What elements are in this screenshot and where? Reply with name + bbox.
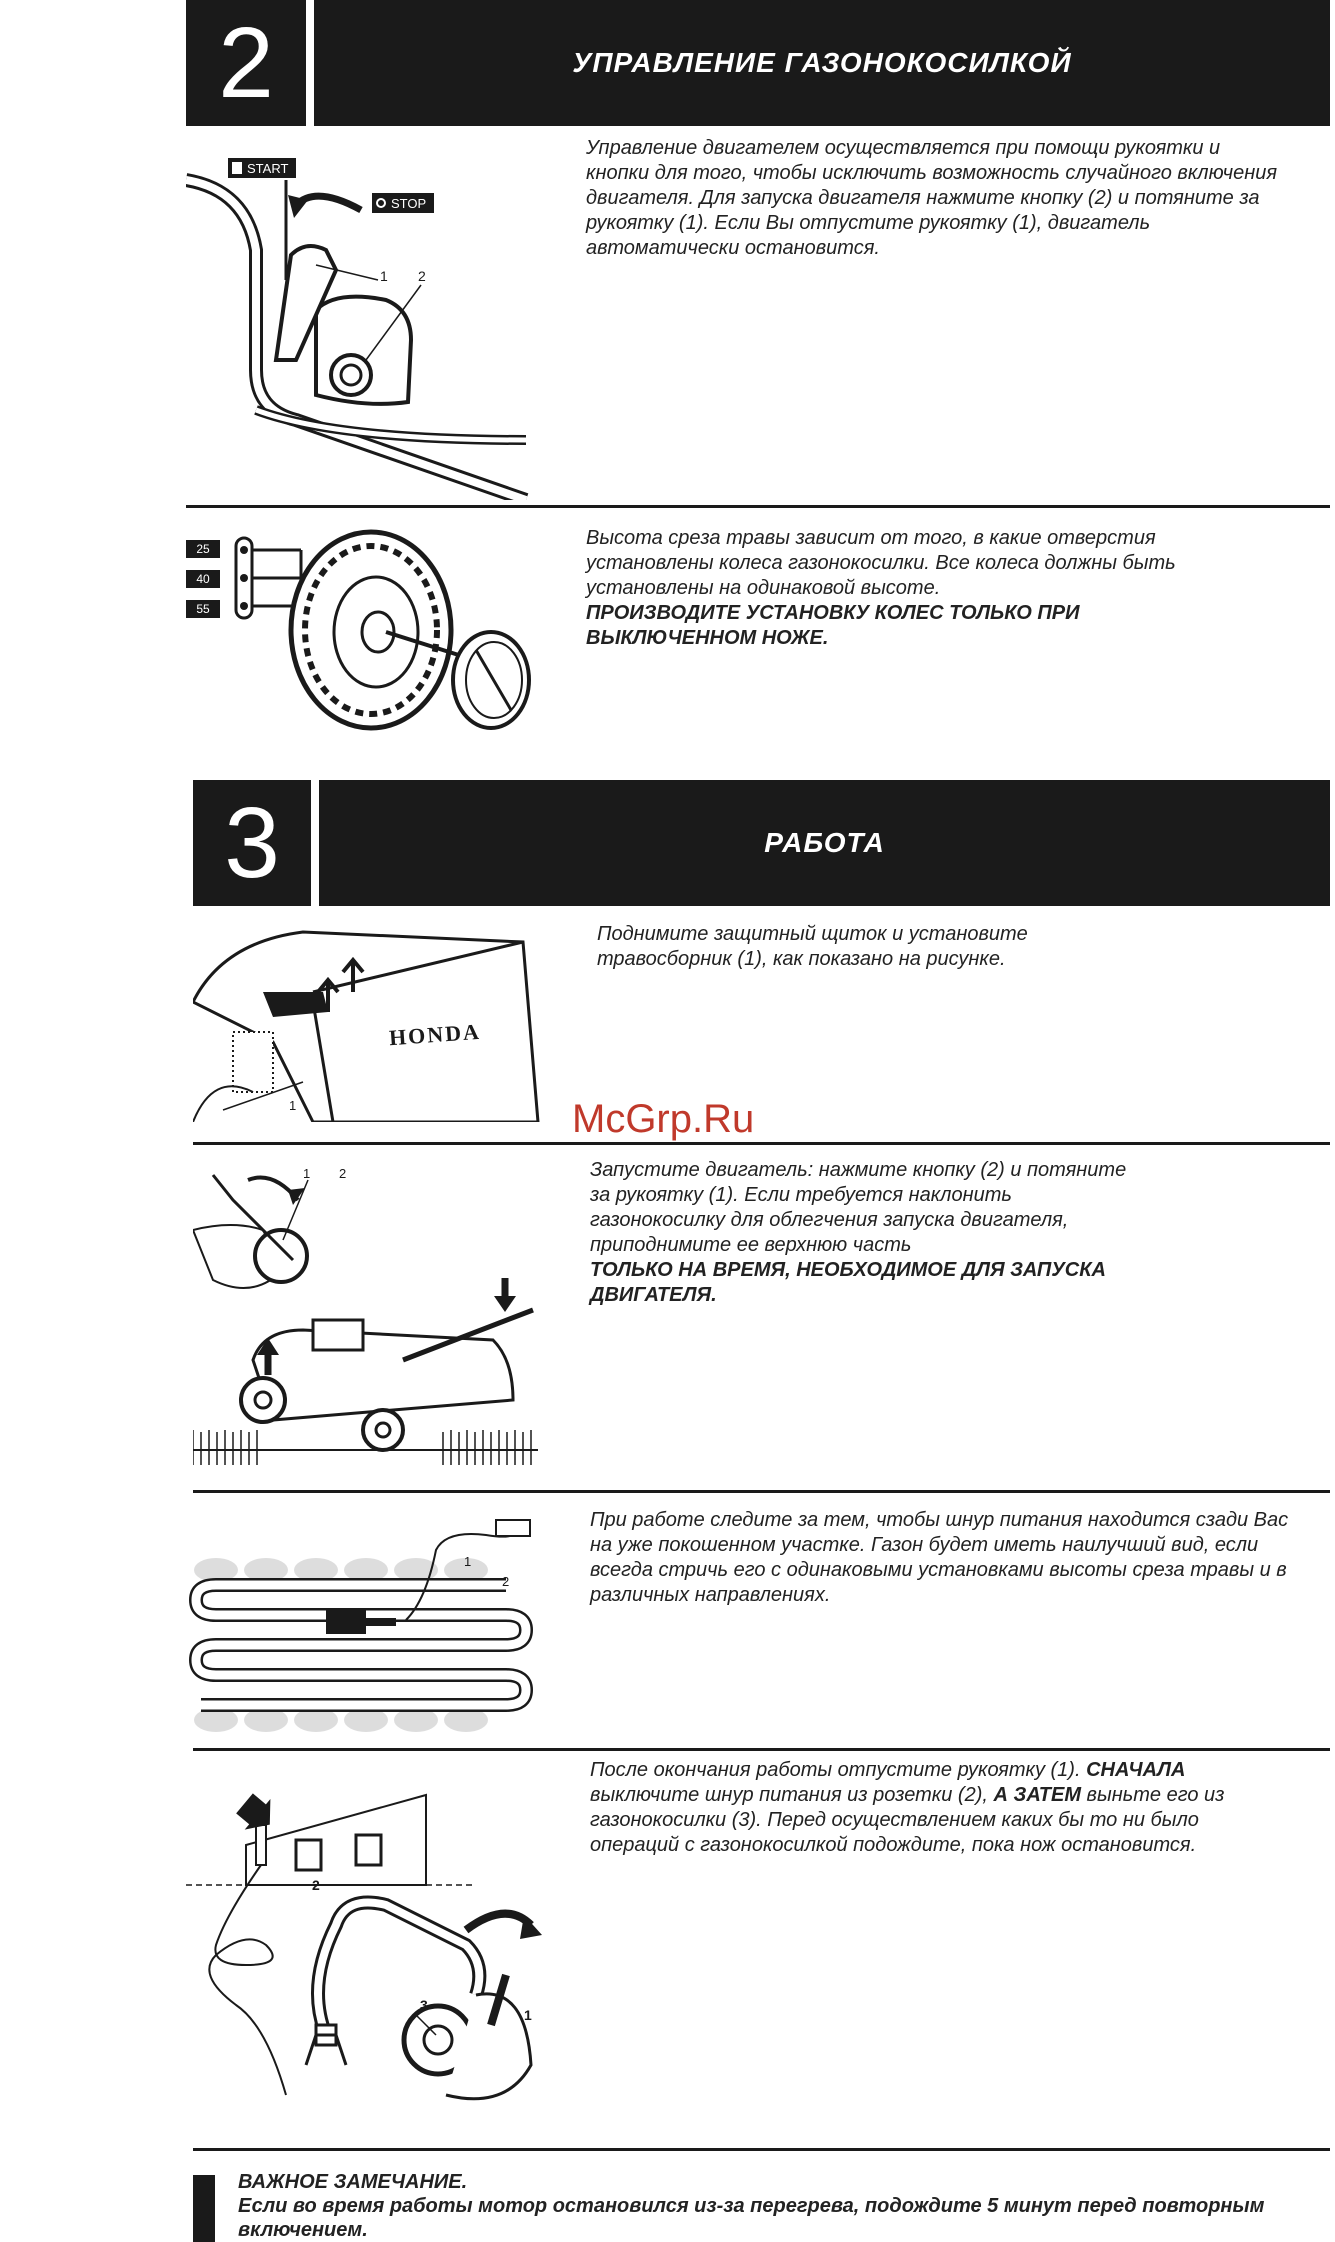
callout-2: 2 xyxy=(502,1574,510,1589)
height-label-55: 55 xyxy=(186,600,220,618)
note-marker xyxy=(193,2175,215,2242)
height-label-40: 40 xyxy=(186,570,220,588)
wheel-height-illustration xyxy=(186,520,546,745)
callout-1: 1 xyxy=(289,1098,297,1113)
callout-3: 3 xyxy=(420,1997,428,2013)
start-label: START xyxy=(228,158,296,178)
divider xyxy=(193,1490,1330,1493)
callout-2: 2 xyxy=(312,1877,320,1893)
engine-start-text: Запустите двигатель: нажмите кнопку (2) и потяните за рукоятку (1). Если требуется наклонить газонокосилку для облегчения запуска двигателя, приподнимите ее верхнюю часть ТОЛЬКО НА ВРЕМЯ, НЕОБХОДИМОЕ ДЛЯ ЗАПУСКА ДВИГАТЕЛЯ. xyxy=(590,1159,1127,1306)
note-body: Если во время работы мотор остановился из-за перегрева, подождите 5 минут перед повторным включением. xyxy=(238,2195,1265,2241)
important-note xyxy=(238,2170,1328,2242)
callout-2: 2 xyxy=(339,1166,347,1181)
callout-2: 2 xyxy=(418,268,426,284)
mowing-pattern-text: При работе следите за тем, чтобы шнур питания находится сзади Вас на уже покошенном участке. Газон будет иметь наилучший вид, если всегда стричь его с одинаковыми установками высоты среза травы и в различных направлениях. xyxy=(590,1509,1289,1606)
divider xyxy=(193,1142,1330,1145)
grass-bag-illustration xyxy=(193,922,543,1122)
callout-1: 1 xyxy=(303,1166,311,1181)
engine-start-warning: ТОЛЬКО НА ВРЕМЯ, НЕОБХОДИМОЕ ДЛЯ ЗАПУСКА ДВИГАТЕЛЯ. xyxy=(590,1259,1106,1306)
divider xyxy=(193,1748,1330,1751)
power-off-illustration xyxy=(186,1765,546,2120)
callout-1: 1 xyxy=(380,268,388,284)
divider xyxy=(186,505,1330,508)
section-3-title: РАБОТА xyxy=(764,827,885,858)
callout-1: 1 xyxy=(464,1554,472,1569)
stop-symbol-icon xyxy=(376,198,386,208)
wheel-height-warning: ПРОИЗВОДИТЕ УСТАНОВКУ КОЛЕС ТОЛЬКО ПРИ ВЫКЛЮЧЕННОМ НОЖЕ. xyxy=(586,602,1080,649)
height-label-25: 25 xyxy=(186,540,220,558)
handle-control-illustration xyxy=(186,140,546,500)
power-off-text: После окончания работы отпустите рукоятку (1). СНАЧАЛА выключите шнур питания из розетки (2), А ЗАТЕМ выньте его из газонокосилки (3). Перед осуществлением каких бы то ни было операций с газонокосилкой подождите, пока нож остановится. xyxy=(590,1759,1225,1856)
section-3-number: 3 xyxy=(193,780,311,906)
engine-start-illustration xyxy=(193,1160,543,1465)
grass-bag-text: Поднимите защитный щиток и установите травосборник (1), как показано на рисунке. xyxy=(597,923,1028,970)
wheel-height-text: Высота среза травы зависит от того, в какие отверстия установлены колеса газонокосилки. Все колеса должны быть установлены на одинаковой высоте. ПРОИЗВОДИТЕ УСТАНОВКУ КОЛЕС ТОЛЬКО ПРИ ВЫКЛЮЧЕННОМ НОЖЕ. xyxy=(586,527,1176,649)
handle-control-text: Управление двигателем осуществляется при помощи рукоятки и кнопки для того, чтобы исключить возможность случайного включения двигателя. Для запуска двигателя нажмите кнопку (2) и потяните за рукоятку (1). Если Вы отпустите рукоятку (1), двигатель автоматически остановится. xyxy=(586,137,1278,259)
watermark: McGrp.Ru xyxy=(572,1097,755,1141)
mowing-pattern-illustration xyxy=(186,1510,546,1735)
callout-1: 1 xyxy=(524,2007,532,2023)
section-3-title-bar xyxy=(319,780,1330,906)
start-symbol-icon xyxy=(232,162,242,174)
section-2-title-bar xyxy=(314,0,1330,126)
honda-brand-label: HONDA xyxy=(388,1018,482,1051)
note-title: ВАЖНОЕ ЗАМЕЧАНИЕ. xyxy=(238,2171,468,2193)
divider xyxy=(193,2148,1330,2151)
stop-label: STOP xyxy=(372,193,434,213)
section-2-title: УПРАВЛЕНИЕ ГАЗОНОКОСИЛКОЙ xyxy=(572,47,1072,78)
section-2-number: 2 xyxy=(186,0,306,126)
